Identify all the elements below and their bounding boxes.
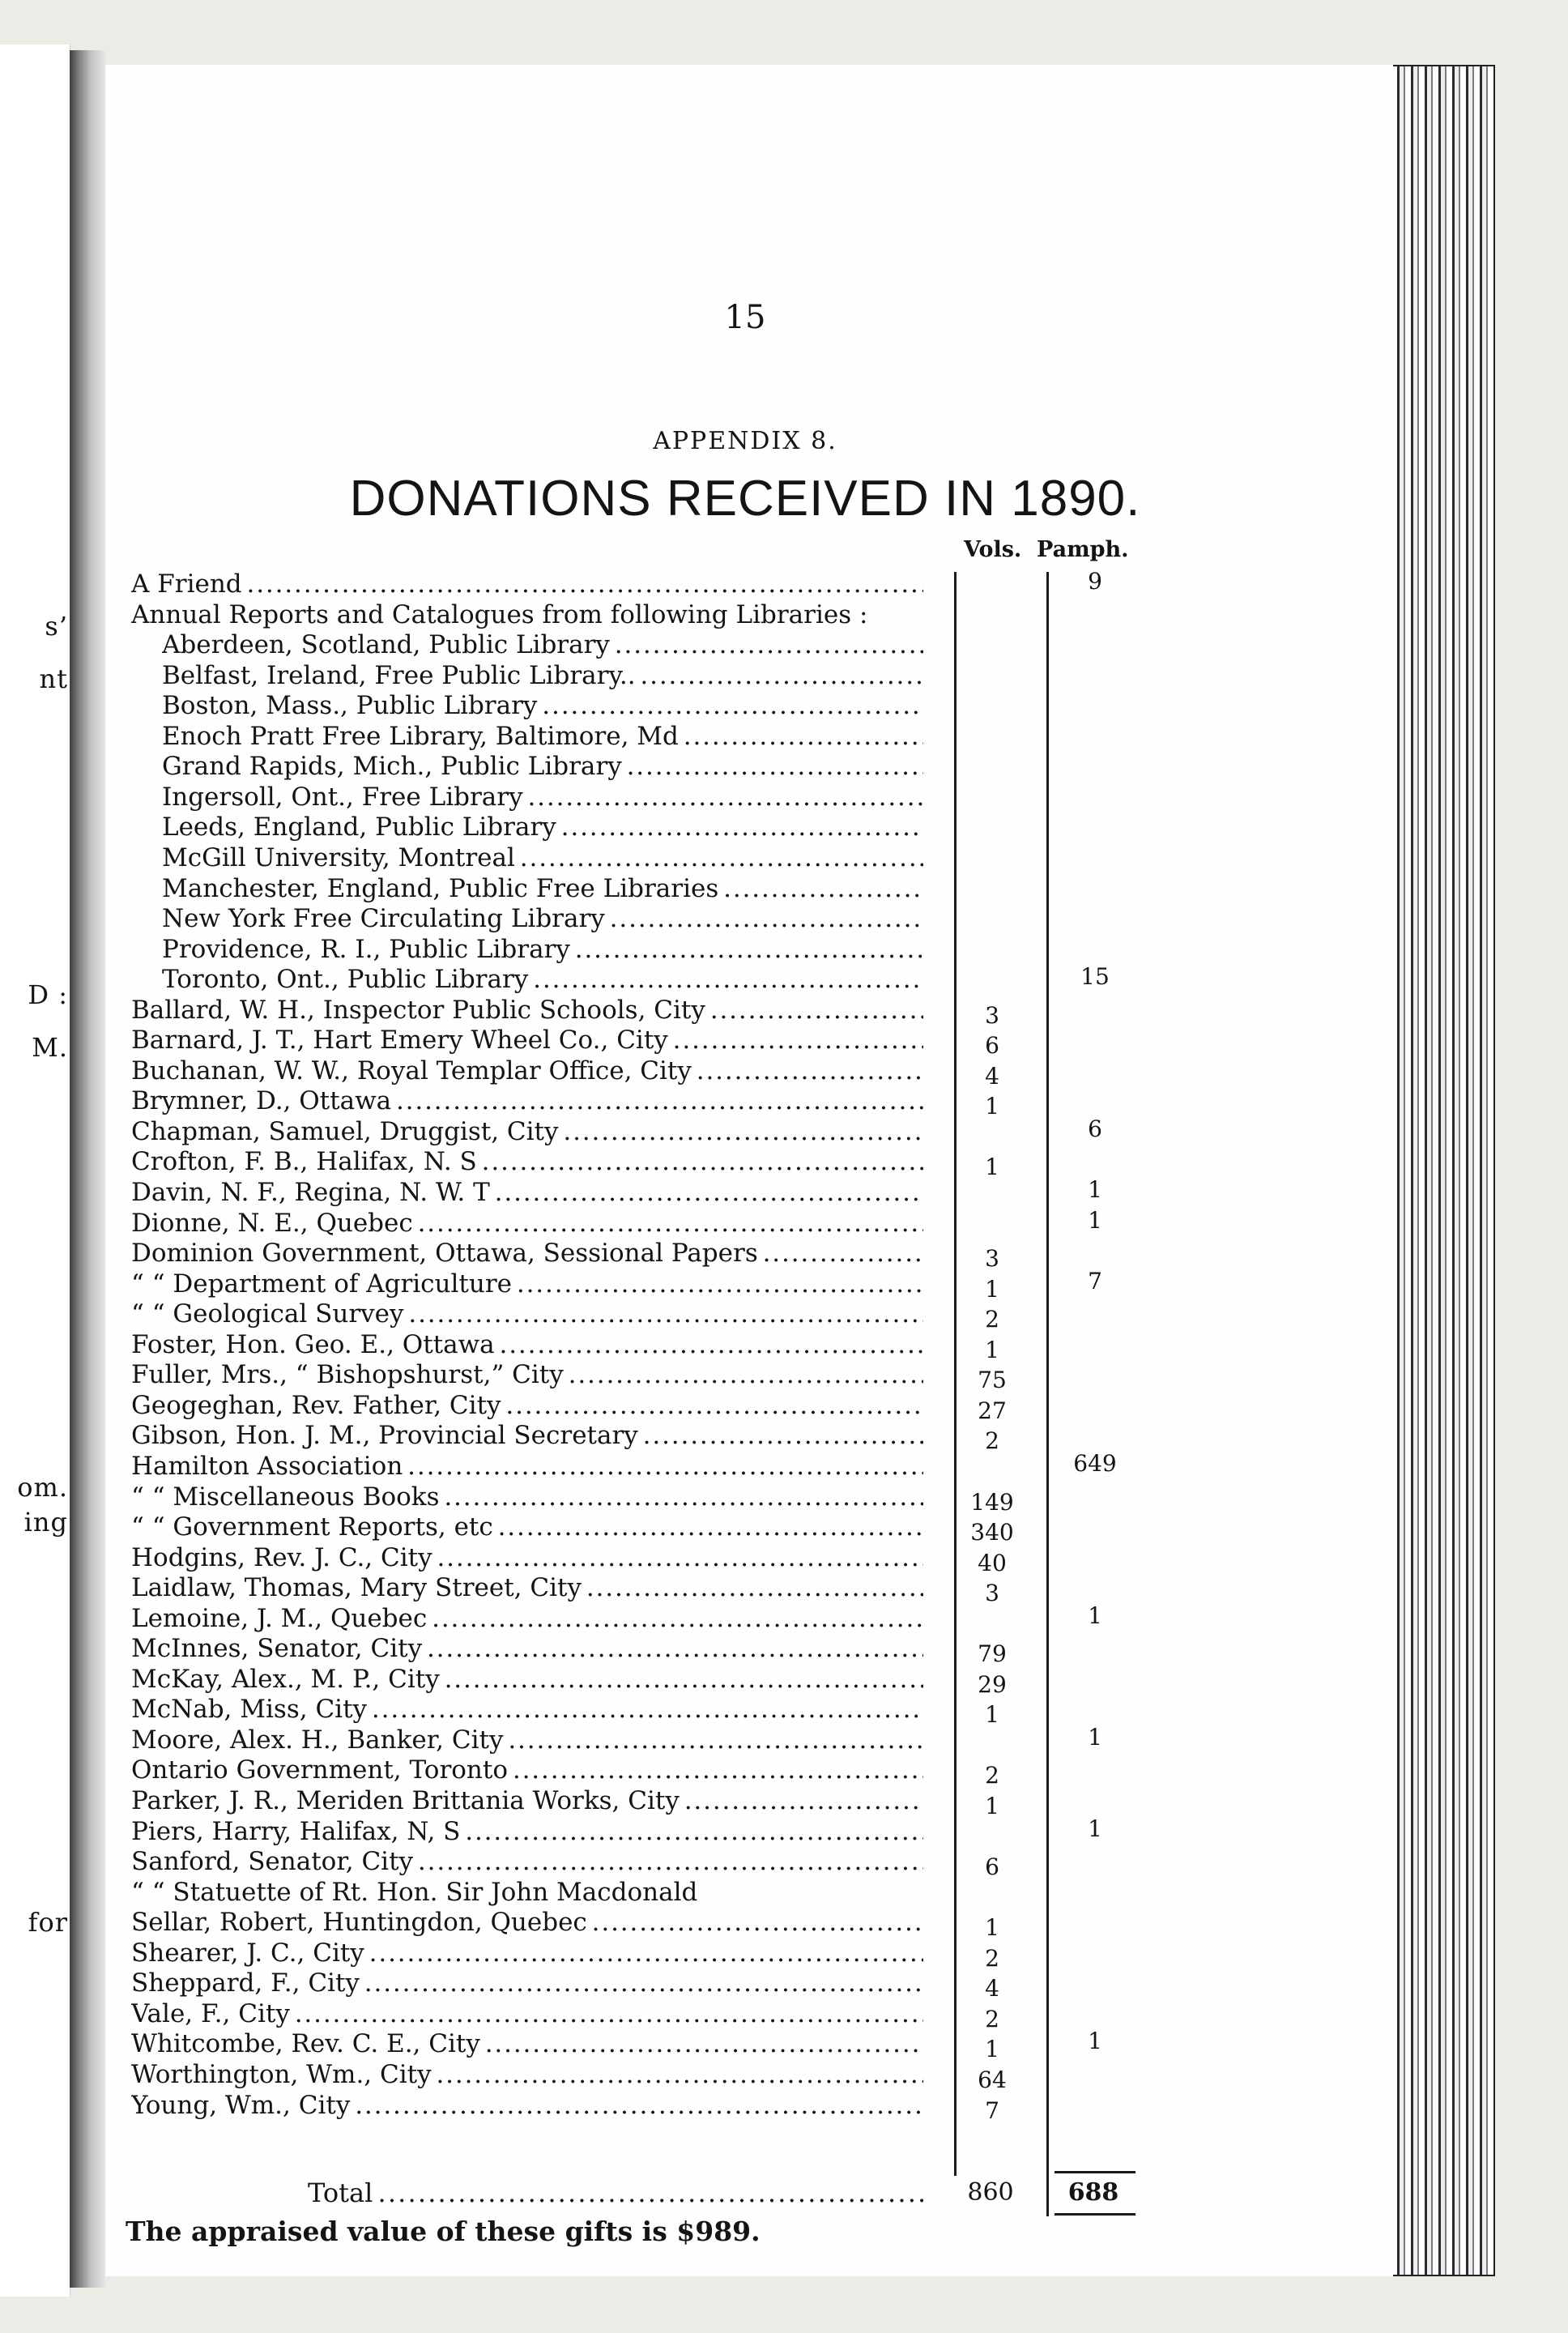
- donor-name: Leeds, England, Public Library . . .: [162, 812, 923, 842]
- table-row: [105, 1299, 1158, 1333]
- donor-name: Lemoine, J. M., Quebec . . .: [131, 1604, 923, 1634]
- vols-value: 2: [985, 1762, 999, 1789]
- vols-value: 1: [985, 1793, 999, 1819]
- table-row: [105, 1968, 1158, 2002]
- donor-name: Belfast, Ireland, Free Public Library.. . . .: [162, 661, 923, 691]
- page-number: 15: [724, 299, 766, 336]
- vols-value: 7: [985, 2096, 999, 2124]
- left-page-fragment: om.: [17, 1472, 68, 1503]
- table-row: [105, 783, 1158, 813]
- donor-name: Dionne, N. E., Quebec . . .: [131, 1209, 923, 1239]
- table-row: [105, 1482, 1158, 1516]
- donor-name: Manchester, England, Public Free Libraries . . .: [162, 874, 923, 904]
- donor-name: Ingersoll, Ont., Free Library . . .: [162, 783, 923, 812]
- left-page-edge: [0, 45, 70, 2297]
- table-row: [105, 1908, 1158, 1942]
- table-row: [105, 1178, 1158, 1209]
- pamph-value: 9: [1088, 568, 1102, 595]
- donor-name: “ “ Geological Survey . . .: [131, 1299, 923, 1329]
- donor-name: Providence, R. I., Public Library . . .: [162, 935, 923, 965]
- table-row: [105, 1755, 1158, 1789]
- left-page-fragment: D :: [28, 979, 68, 1010]
- donor-name: Piers, Harry, Halifax, N, S . . .: [131, 1817, 923, 1847]
- vols-value: 6: [985, 1853, 999, 1881]
- vols-value: 3: [985, 1001, 999, 1029]
- donor-name: Moore, Alex. H., Banker, City . . .: [131, 1725, 923, 1755]
- table-row: [105, 1664, 1158, 1698]
- donor-name: “ “ Department of Agriculture . . .: [131, 1269, 923, 1299]
- vols-value: 1: [985, 1154, 999, 1181]
- donor-name: Grand Rapids, Mich., Public Library . . .: [162, 752, 923, 782]
- vols-value: 2: [985, 1306, 999, 1333]
- table-row: [105, 1512, 1158, 1546]
- table-row: [105, 874, 1158, 905]
- donor-name: Ontario Government, Toronto . . .: [131, 1755, 923, 1785]
- donor-name: Shearer, J. C., City . . .: [131, 1938, 923, 1968]
- table-row: [105, 1878, 1158, 1909]
- donor-name: Parker, J. R., Meriden Brittania Works, City . . .: [131, 1786, 923, 1816]
- donor-name: Whitcombe, Rev. C. E., City . . .: [131, 2029, 923, 2059]
- donor-name: Davin, N. F., Regina, N. W. T . . .: [131, 1178, 923, 1208]
- vols-value: 3: [985, 1245, 999, 1273]
- vols-value: 1: [985, 1701, 999, 1729]
- donor-name: Worthington, Wm., City . . .: [131, 2060, 923, 2090]
- vols-value: 149: [970, 1488, 1014, 1516]
- appendix-heading: APPENDIX 8.: [653, 427, 837, 455]
- vols-value: 29: [978, 1670, 1007, 1698]
- table-row: [105, 2060, 1158, 2091]
- table-row: [105, 812, 1158, 843]
- pamph-column-header: Pamph.: [1037, 537, 1129, 562]
- donor-name: Sheppard, F., City . . .: [131, 1968, 923, 1998]
- table-row: [105, 600, 1158, 631]
- table-row: [105, 1449, 1158, 1482]
- pamph-value: 1: [1088, 1815, 1102, 1842]
- left-page-fragment: M.: [32, 1032, 68, 1063]
- table-row: [105, 1391, 1158, 1422]
- page-edges: [1391, 65, 1495, 2276]
- table-row: [105, 1847, 1158, 1881]
- pamph-value: 1: [1088, 1206, 1102, 1234]
- pamph-value: 1: [1088, 1723, 1102, 1751]
- donor-name: Toronto, Ont., Public Library . . .: [162, 965, 923, 995]
- vols-value: 2: [985, 1944, 999, 1972]
- donor-name: McGill University, Montreal . . .: [162, 843, 923, 873]
- table-row: [105, 1634, 1158, 1668]
- table-row: [105, 1543, 1158, 1574]
- table-row: [105, 1421, 1158, 1455]
- document-page: [105, 65, 1393, 2276]
- donor-name: Gibson, Hon. J. M., Provincial Secretary . . .: [131, 1421, 923, 1451]
- donor-name: Foster, Hon. Geo. E., Ottawa . . .: [131, 1330, 923, 1360]
- table-row: [105, 752, 1158, 783]
- donor-name: McInnes, Senator, City . . .: [131, 1634, 923, 1664]
- vols-column-header: Vols.: [964, 537, 1022, 562]
- table-row: [105, 1786, 1158, 1817]
- pamph-value: 649: [1073, 1449, 1117, 1477]
- left-page-fragment: nt: [39, 663, 68, 694]
- table-row: [105, 569, 1158, 600]
- table-row: [105, 1999, 1158, 2030]
- vols-value: 2: [985, 2005, 999, 2032]
- page-title: DONATIONS RECEIVED IN 1890.: [349, 471, 1141, 527]
- vols-value: 40: [978, 1549, 1007, 1576]
- table-row: [105, 1206, 1158, 1239]
- vols-value: 1: [985, 2036, 999, 2063]
- donor-name: Laidlaw, Thomas, Mary Street, City . . .: [131, 1573, 923, 1603]
- table-row: [105, 1573, 1158, 1607]
- donor-name: Fuller, Mrs., “ Bishopshurst,” City . . .: [131, 1360, 923, 1390]
- table-row: [105, 1026, 1158, 1060]
- total-label: Total . . .: [308, 2177, 923, 2209]
- vols-value: 79: [978, 1640, 1007, 1668]
- table-row: [105, 1817, 1158, 1848]
- vols-value: 64: [978, 2066, 1007, 2093]
- table-row: [105, 2091, 1158, 2122]
- table-row: [105, 630, 1158, 661]
- donor-name: Aberdeen, Scotland, Public Library . . .: [162, 630, 923, 660]
- donor-name: Hamilton Association . . .: [131, 1452, 923, 1482]
- donor-name: Barnard, J. T., Hart Emery Wheel Co., City . . .: [131, 1026, 923, 1056]
- vols-value: 4: [985, 1975, 999, 2002]
- pamph-value: 6: [1088, 1115, 1102, 1142]
- table-row: [105, 1330, 1158, 1361]
- donor-name: Young, Wm., City . . .: [131, 2091, 923, 2121]
- table-row: [105, 1239, 1158, 1273]
- donor-name: “ “ Government Reports, etc . . .: [131, 1512, 923, 1542]
- table-row: [105, 1267, 1158, 1303]
- book-gutter: [70, 50, 105, 2288]
- table-row: [105, 1086, 1158, 1120]
- pamph-total-rule: [1055, 2171, 1136, 2173]
- donor-name: “ “ Statuette of Rt. Hon. Sir John Macdonald: [131, 1877, 698, 1907]
- pamph-value: 1: [1088, 1176, 1102, 1203]
- pamph-value: 7: [1088, 1267, 1102, 1294]
- table-row: [105, 1695, 1158, 1729]
- vols-value: 1: [985, 1914, 999, 1942]
- table-row: [105, 843, 1158, 874]
- vols-value: 1: [985, 1336, 999, 1363]
- vols-value: 3: [985, 1580, 999, 1607]
- vols-value: 1: [985, 1275, 999, 1303]
- donor-name: New York Free Circulating Library . . .: [162, 904, 923, 934]
- donor-name: Chapman, Samuel, Druggist, City . . .: [131, 1117, 923, 1147]
- donor-name: Sellar, Robert, Huntingdon, Quebec . . .: [131, 1908, 923, 1938]
- table-row: [105, 1604, 1158, 1635]
- left-page-fragment: s’: [45, 611, 68, 642]
- table-row: [105, 722, 1158, 753]
- vols-value: 1: [985, 1093, 999, 1120]
- donor-name: Dominion Government, Ottawa, Sessional Papers . . .: [131, 1239, 923, 1269]
- pamph-value: 1: [1088, 2028, 1102, 2055]
- donor-name: Geogeghan, Rev. Father, City . . .: [131, 1391, 923, 1421]
- donor-name: Ballard, W. H., Inspector Public Schools, City . . .: [131, 996, 923, 1026]
- vols-value: 2: [985, 1427, 999, 1455]
- vols-value: 27: [978, 1397, 1007, 1424]
- vols-value: 75: [978, 1367, 1007, 1394]
- pamph-value: 15: [1080, 963, 1110, 991]
- donor-name: “ “ Miscellaneous Books . . .: [131, 1482, 923, 1512]
- pamph-total-underline: [1055, 2213, 1136, 2216]
- donor-name: A Friend . . .: [131, 569, 923, 599]
- table-row: [105, 1938, 1158, 1972]
- donor-name: Enoch Pratt Free Library, Baltimore, Md . . .: [162, 722, 923, 752]
- donor-name: Boston, Mass., Public Library . . .: [162, 691, 923, 721]
- donor-name: Vale, F., City . . .: [131, 1999, 923, 2029]
- table-row: [105, 995, 1158, 1029]
- donor-name: Annual Reports and Catalogues from following Libraries :: [131, 599, 868, 629]
- table-row: [105, 691, 1158, 722]
- pamph-value: 1: [1088, 1602, 1102, 1629]
- table-row: [105, 1056, 1158, 1090]
- donor-name: Brymner, D., Ottawa . . .: [131, 1086, 923, 1116]
- vols-value: 4: [985, 1062, 999, 1090]
- table-row: [105, 935, 1158, 966]
- table-row: [105, 1147, 1158, 1181]
- table-row: [105, 1725, 1158, 1756]
- vols-value: 340: [970, 1519, 1014, 1546]
- table-row: [105, 904, 1158, 935]
- donor-name: McKay, Alex., M. P., City . . .: [131, 1665, 923, 1695]
- donor-name: Crofton, F. B., Halifax, N. S . . .: [131, 1147, 923, 1177]
- appraised-note: The appraised value of these gifts is $989.: [126, 2216, 761, 2247]
- vols-value: 6: [985, 1032, 999, 1060]
- total-vols: 860: [967, 2178, 1014, 2207]
- table-row: [105, 661, 1158, 692]
- donor-name: Buchanan, W. W., Royal Templar Office, City . . .: [131, 1056, 923, 1086]
- donor-name: Sanford, Senator, City . . .: [131, 1847, 923, 1877]
- table-row: [105, 1360, 1158, 1394]
- total-pamph: 688: [1067, 2178, 1119, 2207]
- donor-name: Hodgins, Rev. J. C., City . . .: [131, 1543, 923, 1573]
- left-page-fragment: ing: [23, 1507, 68, 1538]
- donor-name: McNab, Miss, City . . .: [131, 1695, 923, 1725]
- table-row: [105, 965, 1158, 996]
- table-row: [105, 1117, 1158, 1148]
- table-row: [105, 2028, 1158, 2063]
- left-page-fragment: for: [28, 1907, 68, 1938]
